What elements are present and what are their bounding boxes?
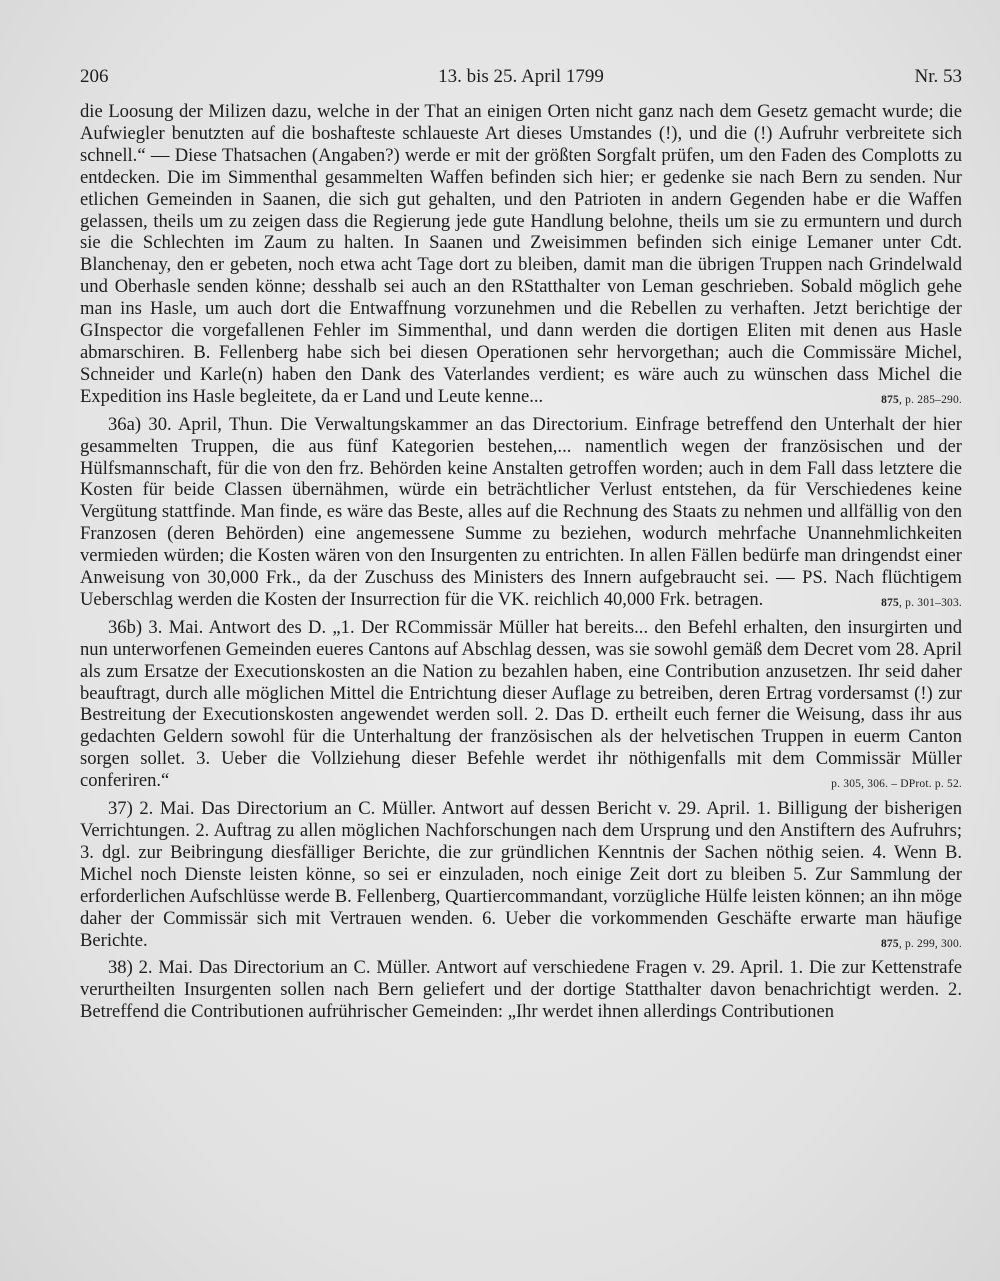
running-title: 13. bis 25. April 1799: [438, 66, 604, 87]
paragraph-continuation: [80, 101, 962, 408]
source-reference: [853, 593, 962, 615]
reference-volume: 875: [881, 596, 900, 609]
paragraph-text: die Loosung der Milizen dazu, welche in der That an einigen Orten nicht ganz nach dem Gesetz gemacht wurde; die Aufwiegler benutzten auf die boshafteste schlaueste Art dieses Umstandes (!), und die (!) Aufruhr verbreitete sich schnell.“ — Diese Thatsachen (Angaben?) werde er mit der größten Sorgfalt prüfen, um den Faden des Complotts zu entdecken. Die im Simmenthal gesammelten Waffen befinden sich hier; er gedenke sie nach Bern zu senden. Nur etlichen Gemeinden in Saanen, die sich gut gehalten, und den Patrioten in andern Gegenden habe er die Waffen gelassen, theils um zu zeigen dass die Regierung jede gute Handlung belohne, theils um sie zu ermuntern und durch sie die Schlechten im Zaum zu halten. In Saanen und Zweisimmen befinden sich einige Lemaner unter Cdt. Blanchenay, den er gebeten, noch etwa acht Tage dort zu bleiben, damit man die übrigen Truppen nach Grindelwald und Oberhasle senden könne; desshalb sei auch an den RStatthalter von Leman geschrieben. Sobald möglich gehe man ins Hasle, um auch dort die Entwaffnung vorzunehmen und die Rebellen zu verhaften. Jetzt berichtige der GInspector die vorgefallenen Fehler im Simmenthal, und dann werden die dortigen Eliten mit denen aus Hasle abmarschiren. B. Fellenberg habe sich bei diesen Operationen sehr hervorgethan; auch die Commissäre Michel, Schneider und Karle(n) haben den Dank des Vaterlandes verdient; es wäre auch zu wünschen dass Michel die Expedition ins Hasle begleitete, da er Land und Leute kenne...: [80, 101, 962, 407]
source-reference: [881, 390, 962, 412]
reference-pages: , p. 301–303.: [899, 596, 962, 609]
source-reference: [803, 774, 962, 796]
reference-volume: 875: [880, 937, 899, 950]
entry-36b: [80, 617, 962, 792]
entry-38: [80, 957, 962, 1023]
entry-36a: [80, 414, 962, 611]
paragraph-text: 37) 2. Mai. Das Directorium an C. Müller. Antwort auf dessen Bericht v. 29. April. 1. Billigung der bisherigen Verrichtungen. 2. Auftrag zu allen möglichen Nachforschungen nach dem Ursprung und den Anstiftern des Aufruhrs; 3. dgl. zur Beibringung diesfälliger Berichte, die zur gründlichen Kenntnis der Sachen nöthig seien. 4. Wenn B. Michel noch Dienste leisten könne, so sei er einzuladen, noch einige Zeit dort zu bleiben 5. Zur Sammlung der erforderlichen Aufschlüsse werde B. Fellenberg, Quartiercommandant, vorzügliche Hülfe leisten können; an ihn möge daher der Commissär sich mit Vertrauen wenden. 6. Ueber die vorkommenden Geschäfte erwarte man häufige Berichte.: [80, 798, 962, 951]
source-reference: [853, 934, 962, 956]
reference-pages: , p. 285–290.: [899, 393, 962, 406]
reference-pages: p. 305, 306. – DProt. p. 52.: [831, 778, 962, 791]
paragraph-text: 38) 2. Mai. Das Directorium an C. Müller. Antwort auf verschiedene Fragen v. 29. April. 1. Die zur Kettenstrafe verurtheilten Insurgenten sollen nach Bern geliefert und der dortige Statthalter davon benachrichtigt werden. 2. Betreffend die Contributionen aufrührischer Gemeinden: „Ihr werdet ihnen allerdings Contributionen: [80, 957, 962, 1023]
reference-pages: , p. 299, 300.: [898, 937, 962, 950]
document-number: Nr. 53: [914, 66, 962, 87]
page-header: [80, 66, 962, 96]
page-number: 206: [80, 66, 109, 87]
reference-volume: 875: [881, 393, 900, 406]
page-body: [80, 101, 962, 1023]
paragraph-text: 36b) 3. Mai. Antwort des D. „1. Der RCommissär Müller hat bereits... den Befehl erhalten, den insurgirten und nun unterworfenen Gemeinden eueres Cantons auf Abschlag dessen, was sie sowohl gemäß dem Decret vom 28. April als zum Ersatze der Executionskosten an die Nation zu bezahlen haben, eine Contribution anzusetzen. Ihr seid daher beauftragt, durch alle möglichen Mittel die Entrichtung dieser Auflage zu betreiben, deren Ertrag vordersamst (!) zur Bestreitung der Executionskosten angewendet werden soll. 2. Das D. ertheilt euch ferner die Weisung, dass ihr aus gedachten Geldern sowohl für die Unterhaltung der französischen als der helvetischen Truppen in euerm Canton sorgen sollet. 3. Ueber die Vollziehung dieser Befehle werdet ihr nöthigenfalls mit dem Commissär Müller conferiren.“: [80, 616, 962, 792]
paragraph-text: 36a) 30. April, Thun. Die Verwaltungskammer an das Directorium. Einfrage betreffend den Unterhalt der hier gesammelten Truppen, die aus fünf Kategorien bestehen,... namentlich wegen der französischen und der Hülfsmannschaft, für die von den frz. Behörden keine Anstalten getroffen worden; auch in dem Fall dass letztere die Kosten für beide Classen übernähmen, würde ein beträchtlicher Verlust entstehen, da für Verschiedenes keine Vergütung stattfinde. Man finde, es wäre das Beste, alles auf die Rechnung des Staats zu nehmen und allfällig von den Franzosen (deren Behörden) eine angemessene Summe zu beziehen, wodurch mehrfache Unannehmlichkeiten vermieden würden; die Kosten wären von den Insurgenten zu entrichten. In allen Fällen bedürfe man dringendst einer Anweisung von 30,000 Frk., da der Zuschuss des Ministers des Innern aufgebraucht sei. — PS. Nach flüchtigem Ueberschlag werden die Kosten der Insurrection für die VK. reichlich 40,000 Frk. betragen.: [80, 413, 962, 610]
entry-37: [80, 798, 962, 951]
